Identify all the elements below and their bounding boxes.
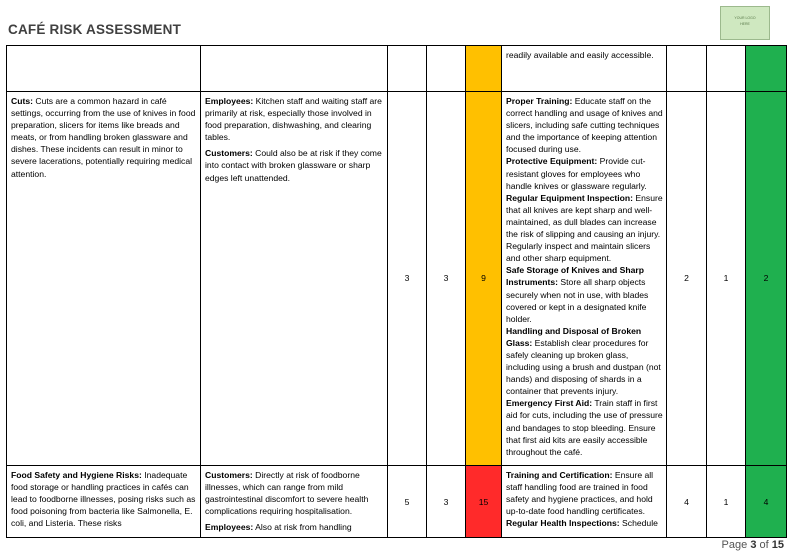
- mitigation-heading: Safe Storage of Knives and Sharp Instruments:: [506, 265, 645, 288]
- mitigation-entry: [506, 325, 663, 398]
- mitigation-heading: Regular Equipment Inspection:: [506, 192, 634, 203]
- table-row: [7, 466, 787, 538]
- mitigation-heading: Training and Certification:: [506, 470, 613, 480]
- logo-text-line2: HERE: [740, 22, 750, 26]
- mitigation-cell: [502, 46, 667, 92]
- who-at-risk-entry: [205, 95, 384, 143]
- mitigation-entry: [506, 517, 663, 529]
- severity-cell: 3: [427, 466, 466, 538]
- mitigation-text: Provide cut-resistant gloves for employees who handle knives or glassware regularly.: [506, 156, 647, 191]
- residual-likelihood-cell: 2: [667, 92, 707, 466]
- who-text: Could also be at risk if they come into contact with broken glassware or sharp edges left unattended.: [205, 148, 382, 183]
- mitigation-text: Ensure that all knives are kept sharp and well-maintained, as dull blades can increase the risk of slipping and causing an injury. Regularly inspect and maintain slicers and other sharp equipment.: [506, 192, 663, 264]
- risk-assessment-table: [6, 45, 787, 538]
- mitigation-cell: [502, 92, 667, 466]
- mitigation-text: Ensure all staff handling food are trained in food safety and hygiene practices, and hold up-to-date food handling certificates.: [506, 470, 654, 517]
- mitigation-heading: Handling and Disposal of Broken Glass:: [506, 325, 642, 348]
- mitigation-text: Train staff in first aid for cuts, including the use of pressure and bandages to stop bleeding. Ensure that first aid kits are easily accessible throughout the café.: [506, 398, 663, 457]
- residual-likelihood-cell: [667, 46, 707, 92]
- residual-risk-cell: 4: [746, 466, 787, 538]
- of-label: of: [759, 539, 769, 551]
- hazard-cell: [7, 466, 201, 538]
- risk-rating-cell: 15: [466, 466, 502, 538]
- mitigation-text: Establish clear procedures for safely cleaning up broken glass, including using a brush and dustpan (not hands) and disposing of shards in a container that prevents injury.: [506, 337, 661, 397]
- mitigation-entry: [506, 397, 663, 457]
- who-heading: Employees:: [205, 522, 254, 533]
- logo-text-line1: YOUR LOGO: [734, 16, 756, 20]
- residual-risk-cell: 2: [746, 92, 787, 466]
- severity-cell: [427, 46, 466, 92]
- logo-placeholder: [720, 6, 770, 40]
- residual-severity-cell: 1: [707, 92, 746, 466]
- who-text: Kitchen staff and waiting staff are primarily at risk, especially those involved in food preparation, dishwashing, and clearing tables.: [205, 96, 382, 143]
- who-text: Also at risk from handling: [253, 522, 352, 533]
- who-heading: Employees:: [205, 96, 254, 106]
- mitigation-entry: [506, 192, 663, 265]
- mitigation-entry: [506, 155, 663, 191]
- hazard-cell: [7, 46, 201, 92]
- page-total: 15: [771, 539, 784, 551]
- who-at-risk-entry: [205, 147, 384, 183]
- risk-rating-cell: [466, 46, 502, 92]
- who-heading: Customers:: [205, 148, 253, 159]
- mitigation-entry: [506, 264, 663, 324]
- who-at-risk-entry: [205, 469, 384, 517]
- who-at-risk-cell: [201, 466, 388, 538]
- hazard-cell: [7, 92, 201, 466]
- hazard-title: Cuts:: [11, 96, 33, 106]
- mitigation-heading: Protective Equipment:: [506, 156, 598, 167]
- mitigation-heading: Emergency First Aid:: [506, 398, 593, 409]
- mitigation-text: Schedule: [619, 518, 658, 529]
- residual-likelihood-cell: 4: [667, 466, 707, 538]
- hazard-description: Inadequate food storage or handling practices in cafés can lead to foodborne illnesses, posing risks such as food poisoning from bacteria like Salmonella, E. coli, and Listeria. These risks: [11, 470, 196, 529]
- who-heading: Customers:: [205, 470, 253, 480]
- who-at-risk-entry: [205, 521, 384, 533]
- table-row: [7, 92, 787, 466]
- likelihood-cell: 3: [388, 92, 427, 466]
- who-at-risk-cell: [201, 92, 388, 466]
- mitigation-text: Educate staff on the correct handling and usage of knives and slicers, including safe cutting techniques and the importance of keeping attention focused during use.: [506, 96, 663, 155]
- who-at-risk-cell: [201, 46, 388, 92]
- page-title: CAFÉ RISK ASSESSMENT: [8, 22, 182, 37]
- page-label: Page: [721, 539, 748, 551]
- who-text: Directly at risk of foodborne illnesses, which can range from mild gastrointestinal discomfort to severe health complications requiring hospitalisation.: [205, 470, 369, 517]
- mitigation-entry: [506, 95, 663, 155]
- page-current: 3: [750, 539, 757, 551]
- residual-severity-cell: [707, 46, 746, 92]
- page-number: [722, 539, 784, 551]
- mitigation-cell: [502, 466, 667, 538]
- residual-risk-cell: [746, 46, 787, 92]
- likelihood-cell: 5: [388, 466, 427, 538]
- severity-cell: 3: [427, 92, 466, 466]
- mitigation-heading: Proper Training:: [506, 96, 573, 106]
- mitigation-entry: [506, 469, 663, 517]
- mitigation-text: readily available and easily accessible.: [506, 50, 654, 60]
- hazard-description: Cuts are a common hazard in café settings, occurring from the use of knives in food preparation, slicers for items like breads and meats, or from handling broken glassware and dishes. These incidents can result in minor to severe lacerations, potentially requiring medical attention.: [11, 96, 196, 179]
- risk-rating-cell: 9: [466, 92, 502, 466]
- residual-severity-cell: 1: [707, 466, 746, 538]
- likelihood-cell: [388, 46, 427, 92]
- hazard-title: Food Safety and Hygiene Risks:: [11, 470, 142, 480]
- mitigation-text: Store all sharp objects securely when not in use, with blades covered or kept in a designated knife holder.: [506, 277, 649, 324]
- mitigation-heading: Regular Health Inspections:: [506, 518, 620, 529]
- table-row: [7, 46, 787, 92]
